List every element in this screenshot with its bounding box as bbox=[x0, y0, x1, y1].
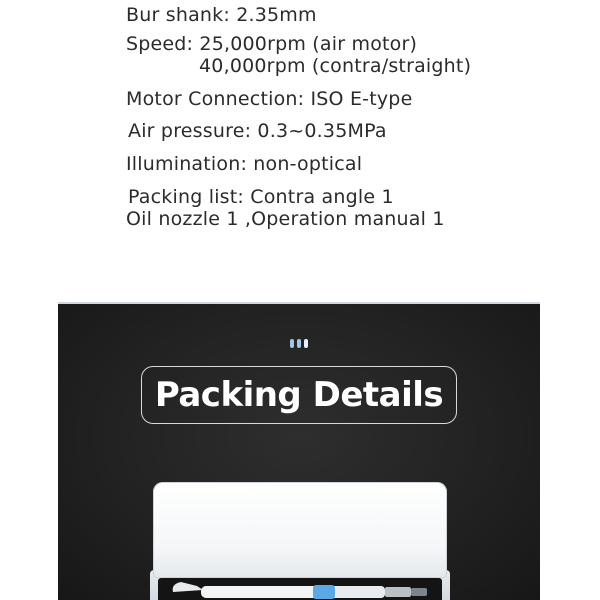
section-indicator-icon bbox=[290, 339, 308, 348]
spec-speed: Speed: 25,000rpm (air motor) bbox=[126, 33, 418, 55]
spec-motor-connection: Motor Connection: ISO E-type bbox=[126, 88, 413, 110]
spec-packing-list-continued: Oil nozzle 1 ,Operation manual 1 bbox=[126, 208, 445, 230]
spec-illumination: Illumination: non-optical bbox=[126, 153, 363, 175]
packing-details-panel bbox=[58, 302, 540, 600]
spec-speed-continued: 40,000rpm (contra/straight) bbox=[199, 55, 472, 77]
case-lid bbox=[153, 482, 447, 578]
spec-packing-list: Packing list: Contra angle 1 bbox=[128, 186, 394, 208]
packing-details-title: Packing Details bbox=[154, 375, 444, 415]
packing-details-heading-box bbox=[141, 366, 457, 424]
spec-air-pressure: Air pressure: 0.3~0.35MPa bbox=[128, 120, 387, 142]
spec-bur-shank: Bur shank: 2.35mm bbox=[126, 4, 317, 26]
contra-angle-handpiece-image bbox=[163, 574, 443, 600]
